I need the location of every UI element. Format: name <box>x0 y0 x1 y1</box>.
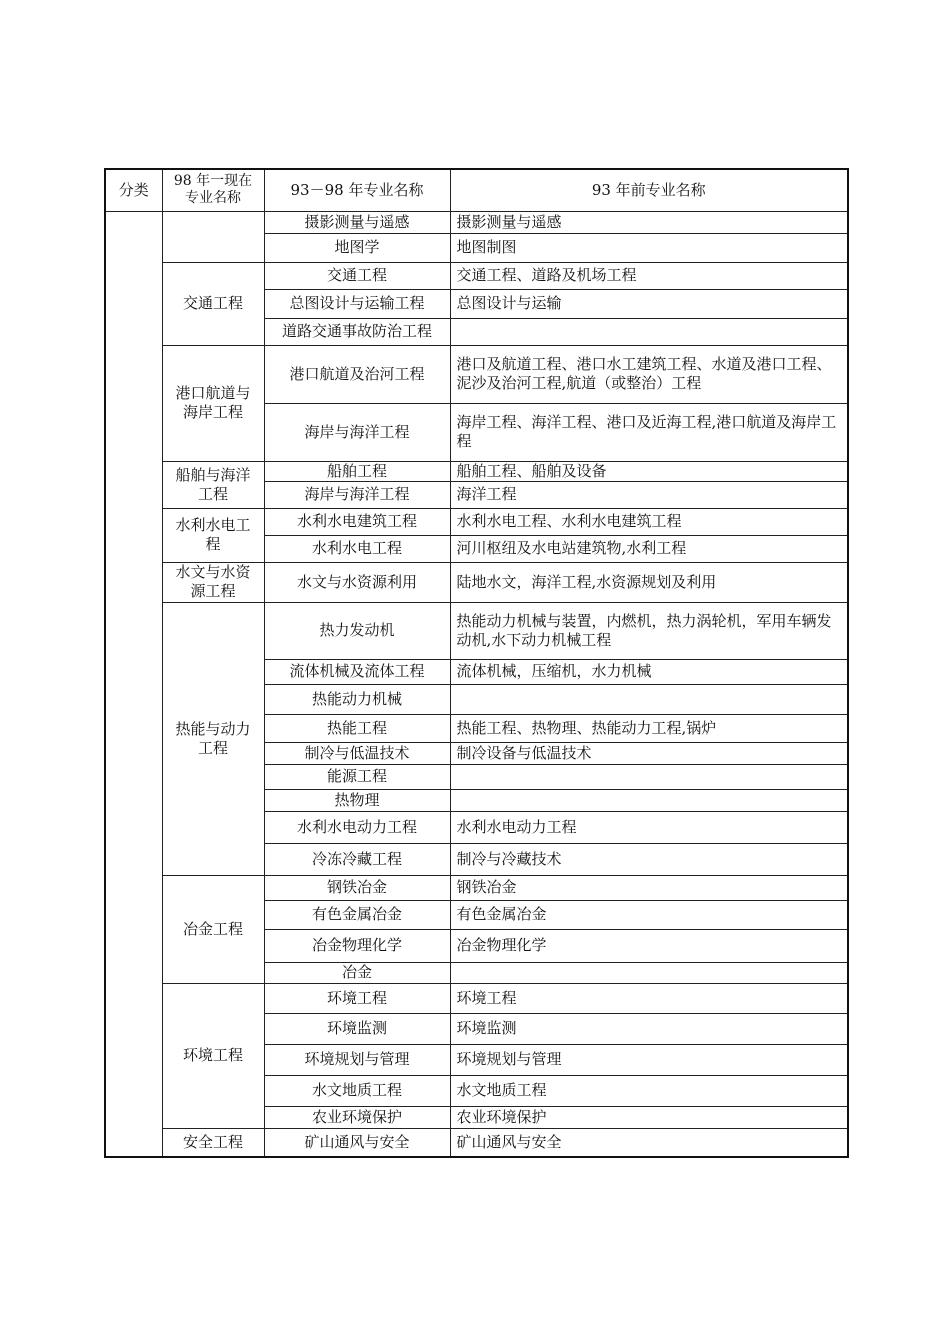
major-name-table <box>104 168 849 1158</box>
major-pre-93-cell: 水文地质工程 <box>450 1075 848 1106</box>
major-93-98-cell: 港口航道及治河工程 <box>264 345 450 403</box>
major-pre-93-cell: 有色金属冶金 <box>450 900 848 929</box>
document-page <box>104 168 847 1158</box>
header-93-98-major: 93－98 年专业名称 <box>264 169 450 211</box>
current-major-cell: 安全工程 <box>162 1128 264 1157</box>
major-pre-93-cell: 海洋工程 <box>450 481 848 508</box>
table-header-row <box>105 169 848 211</box>
major-pre-93-cell: 河川枢纽及水电站建筑物,水利工程 <box>450 535 848 562</box>
major-93-98-cell: 总图设计与运输工程 <box>264 289 450 318</box>
major-pre-93-cell: 船舶工程、船舶及设备 <box>450 461 848 481</box>
major-pre-93-cell: 水利水电工程、水利水电建筑工程 <box>450 508 848 535</box>
table-row <box>105 875 848 900</box>
current-major-cell: 热能与动力工程 <box>162 602 264 875</box>
current-major-cell <box>162 211 264 262</box>
table-row <box>105 262 848 289</box>
major-pre-93-cell: 制冷与冷藏技术 <box>450 843 848 875</box>
major-93-98-cell: 冶金 <box>264 962 450 983</box>
major-93-98-cell: 热能工程 <box>264 714 450 742</box>
table-row <box>105 508 848 535</box>
major-93-98-cell: 热力发动机 <box>264 602 450 659</box>
major-93-98-cell: 流体机械及流体工程 <box>264 659 450 684</box>
table-body <box>105 211 848 1157</box>
table-row <box>105 602 848 659</box>
major-93-98-cell: 海岸与海洋工程 <box>264 481 450 508</box>
major-93-98-cell: 摄影测量与遥感 <box>264 211 450 233</box>
major-93-98-cell: 道路交通事故防治工程 <box>264 318 450 345</box>
major-pre-93-cell: 矿山通风与安全 <box>450 1128 848 1157</box>
major-93-98-cell: 矿山通风与安全 <box>264 1128 450 1157</box>
table-row <box>105 1128 848 1157</box>
major-93-98-cell: 环境规划与管理 <box>264 1044 450 1075</box>
header-current-major-line1: 98 年一现在 <box>173 173 253 190</box>
major-pre-93-cell: 交通工程、道路及机场工程 <box>450 262 848 289</box>
major-93-98-cell: 有色金属冶金 <box>264 900 450 929</box>
major-pre-93-cell <box>450 764 848 789</box>
major-93-98-cell: 环境工程 <box>264 983 450 1013</box>
major-93-98-cell: 冷冻冷藏工程 <box>264 843 450 875</box>
major-pre-93-cell: 制冷设备与低温技术 <box>450 742 848 764</box>
header-category: 分类 <box>105 169 162 211</box>
major-pre-93-cell <box>450 962 848 983</box>
table-row <box>105 562 848 602</box>
major-pre-93-cell: 热能动力机械与装置，内燃机，热力涡轮机，军用车辆发动机,水下动力机械工程 <box>450 602 848 659</box>
major-pre-93-cell: 冶金物理化学 <box>450 929 848 962</box>
major-pre-93-cell: 海岸工程、海洋工程、港口及近海工程,港口航道及海岸工程 <box>450 403 848 461</box>
current-major-cell: 水利水电工程 <box>162 508 264 562</box>
current-major-cell: 冶金工程 <box>162 875 264 983</box>
major-93-98-cell: 环境监测 <box>264 1013 450 1044</box>
major-pre-93-cell: 环境工程 <box>450 983 848 1013</box>
major-pre-93-cell: 环境监测 <box>450 1013 848 1044</box>
major-93-98-cell: 热物理 <box>264 789 450 811</box>
table-row <box>105 983 848 1013</box>
major-pre-93-cell <box>450 684 848 714</box>
current-major-cell: 水文与水资源工程 <box>162 562 264 602</box>
category-cell <box>105 211 162 1157</box>
major-pre-93-cell: 流体机械，压缩机，水力机械 <box>450 659 848 684</box>
table-row <box>105 461 848 481</box>
major-93-98-cell: 冶金物理化学 <box>264 929 450 962</box>
major-pre-93-cell <box>450 789 848 811</box>
table-row <box>105 345 848 403</box>
major-pre-93-cell: 钢铁冶金 <box>450 875 848 900</box>
major-pre-93-cell: 热能工程、热物理、热能动力工程,锅炉 <box>450 714 848 742</box>
header-current-major <box>162 169 264 211</box>
major-93-98-cell: 能源工程 <box>264 764 450 789</box>
major-93-98-cell: 热能动力机械 <box>264 684 450 714</box>
major-pre-93-cell: 环境规划与管理 <box>450 1044 848 1075</box>
major-pre-93-cell <box>450 318 848 345</box>
major-pre-93-cell: 港口及航道工程、港口水工建筑工程、水道及港口工程、泥沙及治河工程,航道（或整治）工程 <box>450 345 848 403</box>
header-pre-93-major: 93 年前专业名称 <box>450 169 848 211</box>
major-pre-93-cell: 农业环境保护 <box>450 1106 848 1128</box>
major-93-98-cell: 海岸与海洋工程 <box>264 403 450 461</box>
major-93-98-cell: 制冷与低温技术 <box>264 742 450 764</box>
major-pre-93-cell: 陆地水文，海洋工程,水资源规划及利用 <box>450 562 848 602</box>
current-major-cell: 船舶与海洋工程 <box>162 461 264 508</box>
major-pre-93-cell: 摄影测量与遥感 <box>450 211 848 233</box>
major-93-98-cell: 地图学 <box>264 233 450 262</box>
major-93-98-cell: 钢铁冶金 <box>264 875 450 900</box>
current-major-cell: 环境工程 <box>162 983 264 1128</box>
major-93-98-cell: 交通工程 <box>264 262 450 289</box>
major-93-98-cell: 水利水电工程 <box>264 535 450 562</box>
major-93-98-cell: 水文与水资源利用 <box>264 562 450 602</box>
major-pre-93-cell: 水利水电动力工程 <box>450 811 848 843</box>
major-93-98-cell: 水利水电动力工程 <box>264 811 450 843</box>
current-major-cell: 交通工程 <box>162 262 264 345</box>
major-93-98-cell: 农业环境保护 <box>264 1106 450 1128</box>
major-pre-93-cell: 总图设计与运输 <box>450 289 848 318</box>
major-93-98-cell: 水利水电建筑工程 <box>264 508 450 535</box>
major-93-98-cell: 水文地质工程 <box>264 1075 450 1106</box>
major-pre-93-cell: 地图制图 <box>450 233 848 262</box>
current-major-cell: 港口航道与海岸工程 <box>162 345 264 461</box>
table-row <box>105 211 848 233</box>
header-current-major-line2: 专业名称 <box>185 190 241 207</box>
major-93-98-cell: 船舶工程 <box>264 461 450 481</box>
